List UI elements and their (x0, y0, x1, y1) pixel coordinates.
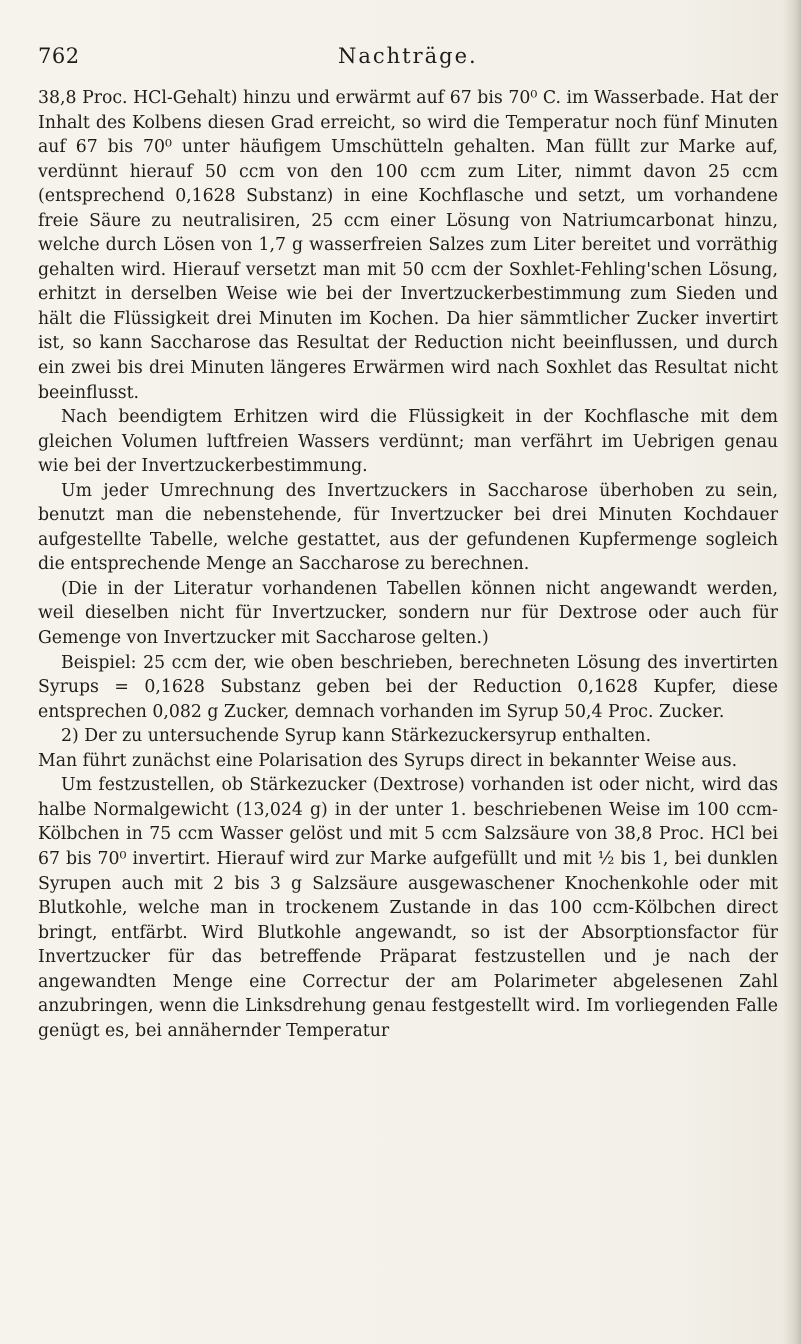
paragraph-literature-note: (Die in der Literatur vorhandenen Tabellen können nicht angewandt werden, weil dieselben nicht für Invertzucker, sondern nur für Dextrose oder auch für Gemenge von Invertzucker mit Saccharose gelten.) (38, 578, 778, 649)
paragraph-example: Beispiel: 25 ccm der, wie oben beschrieben, berechneten Lösung des invertirten Syrups = 0,1628 Substanz geben bei der Reduction 0,1628 Kupfer, diese entsprechen 0,082 g Zucker, demnach vorhanden im Syrup 50,4 Proc. Zucker. (38, 652, 778, 722)
paragraph-polarisation: Man führt zunächst eine Polarisation des Syrups direct in bekannter Weise aus. (38, 750, 738, 771)
body-text (38, 86, 778, 1043)
page-number: 762 (38, 44, 80, 68)
page-edge-shadow (783, 0, 801, 1344)
paragraph-continuation: 38,8 Proc. HCl-Gehalt) hinzu und erwärmt auf 67 bis 70⁰ C. im Wasserbade. Hat der Inhalt des Kolbens diesen Grad erreicht, so wird die Temperatur noch fünf Minuten auf 67 bis 70⁰ unter häufigem Umschütteln gehalten. Man füllt zur Marke auf, verdünnt hierauf 50 ccm von den 100 ccm zum Liter, nimmt davon 25 ccm (entsprechend 0,1628 Substanz) in eine Kochflasche und setzt, um vorhandene freie Säure zu neutralisiren, 25 ccm einer Lösung von Natriumcarbonat hinzu, welche durch Lösen von 1,7 g wasserfreien Salzes zum Liter bereitet und vorräthig gehalten wird. Hierauf versetzt man mit 50 ccm der Soxhlet-Fehling'schen Lösung, erhitzt in derselben Weise wie bei der Invertzuckerbestimmung zum Sieden und hält die Flüssigkeit drei Minuten im Kochen. Da hier sämmtlicher Zucker invertirt ist, so kann Saccharose das Resultat der Reduction nicht beeinflussen, und durch ein zwei bis drei Minuten längeres Erwärmen wird nach Soxhlet das Resultat nicht beeinflusst. (38, 88, 778, 403)
paragraph-table-reference: Um jeder Umrechnung des Invertzuckers in Saccharose überhoben zu sein, benutzt man die nebenstehende, für Invertzucker bei drei Minuten Kochdauer aufgestellte Tabelle, welche gestattet, aus der gefundenen Kupfermenge sogleich die entsprechende Menge an Saccharose zu berechnen. (38, 480, 778, 575)
running-title: Nachträge. (338, 44, 478, 68)
page-header (38, 44, 778, 84)
paragraph-starch-syrup: 2) Der zu untersuchende Syrup kann Stärkezuckersyrup enthalten. (61, 726, 652, 747)
paragraph-dextrose-test: Um festzustellen, ob Stärkezucker (Dextrose) vorhanden ist oder nicht, wird das halbe Normalgewicht (13,024 g) in der unter 1. beschriebenen Weise im 100 ccm-Kölbchen in 75 ccm Wasser gelöst und mit 5 ccm Salzsäure von 38,8 Proc. HCl bei 67 bis 70⁰ invertirt. Hierauf wird zur Marke aufgefüllt und mit ½ bis 1, bei dunklen Syrupen auch mit 2 bis 3 g Salzsäure ausgewaschener Knochenkohle oder mit Blutkohle, welche man in trockenem Zustande in das 100 ccm-Kölbchen direct bringt, entfärbt. Wird Blutkohle angewandt, so ist der Absorptionsfactor für Invertzucker für das betreffende Präparat festzustellen und je nach der angewandten Menge eine Correctur der am Polarimeter abgelesenen Zahl anzubringen, wenn die Linksdrehung genau festgestellt wird. Im vorliegenden Falle genügt es, bei annähernder Temperatur (38, 775, 778, 1041)
paragraph-dilution: Nach beendigtem Erhitzen wird die Flüssigkeit in der Kochflasche mit dem gleichen Volumen luftfreien Wassers verdünnt; man verfährt im Uebrigen genau wie bei der Invertzuckerbestimmung. (38, 407, 778, 477)
